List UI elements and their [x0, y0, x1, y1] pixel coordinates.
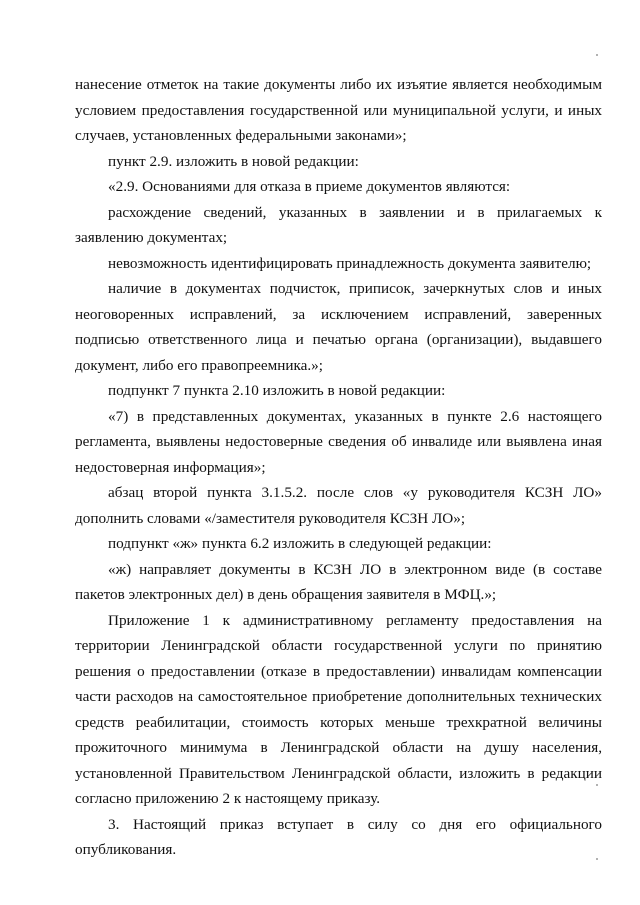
paragraph-subpoint-7-text: «7) в представленных документах, указанных в пункте 2.6 настоящего регламента, выявлены недостоверные сведения об инвалиде или выявлена иная недостоверная информация»;: [75, 407, 602, 476]
document-body: [75, 72, 602, 863]
paragraph-subpoint-7-instruction: подпункт 7 пункта 2.10 изложить в новой редакции:: [108, 382, 446, 399]
paragraph-point-2-9-instruction: пункт 2.9. изложить в новой редакции:: [108, 152, 359, 170]
paragraph-subpoint-zh-instruction: подпункт «ж» пункта 6.2 изложить в следующей редакции:: [108, 535, 492, 552]
scan-speck: [596, 858, 598, 860]
paragraph-identification: невозможность идентифицировать принадлежность документа заявителю;: [108, 254, 592, 272]
paragraph-point-2-9-heading: «2.9. Основаниями для отказа в приеме документов являются:: [108, 178, 511, 195]
scan-speck: [596, 784, 598, 786]
paragraph-entry-into-force: 3. Настоящий приказ вступает в силу со дня его официального опубликования.: [75, 815, 602, 858]
scan-speck: [596, 54, 598, 56]
paragraph-3-1-5-2: абзац второй пункта 3.1.5.2. после слов «у руководителя КСЗН ЛО» дополнить словами «/заместителя руководителя КСЗН ЛО»;: [75, 484, 602, 527]
paragraph-appendix-1: Приложение 1 к административному регламенту предоставления на территории Ленинградской области государственной услуги по принятию решения о предоставлении (отказе в предоставлении) инвалидам компенсации части расходов на самостоятельное приобретение дополнительных технических средств реабилитации, стоимость которых меньше трехкратной величины прожиточного минимума в Ленинградской области на душу населения, установленной Правительством Ленинградской области, изложить в редакции согласно приложению 2 к настоящему приказу.: [75, 611, 602, 807]
paragraph-corrections: наличие в документах подчисток, приписок, зачеркнутых слов и иных неоговоренных исправлений, за исключением исправлений, заверенных подписью ответственного лица и печатью органа (организации), выдавшего документ, либо его правопреемника.»;: [75, 280, 602, 374]
paragraph-subpoint-zh-text: «ж) направляет документы в КСЗН ЛО в электронном виде (в составе пакетов электронных дел) в день обращения заявителя в МФЦ.»;: [75, 560, 602, 603]
paragraph-discrepancy: расхождение сведений, указанных в заявлении и в прилагаемых к заявлению документах;: [75, 203, 602, 246]
paragraph-continuation: нанесение отметок на такие документы либо их изъятие является необходимым условием предоставления государственной или муниципальной услуги, и иных случаев, установленных федеральными законами»;: [75, 76, 602, 144]
